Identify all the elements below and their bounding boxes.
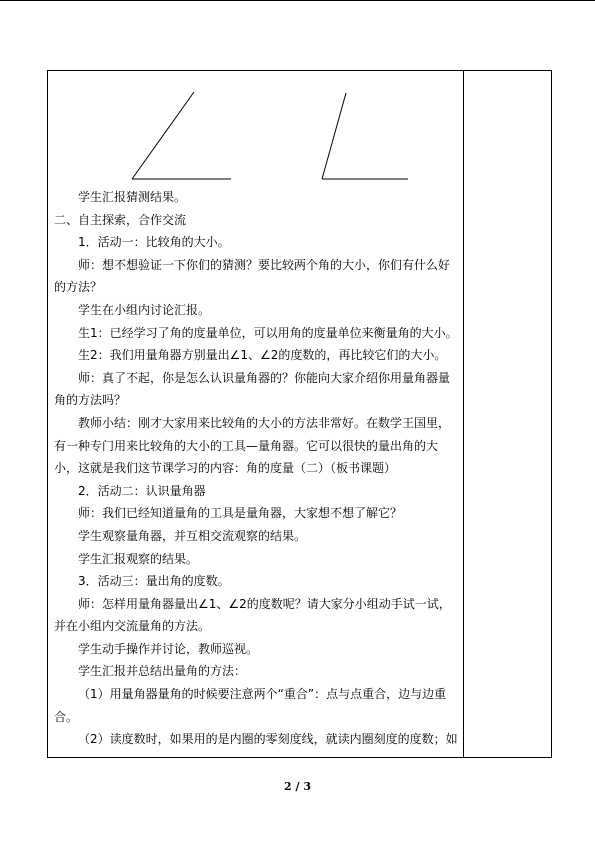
column-divider [463,71,464,757]
activity-heading: 2．活动二：认识量角器 [78,483,206,498]
activity-heading: 3．活动三：量出角的度数。 [78,574,230,589]
text-paragraph: 生2：我们用量角器方别量出∠1、∠2的度数的，再比较它们的大小。 [78,348,447,363]
activity-heading: 1．活动一：比较角的大小。 [78,235,230,250]
text-line: 学生汇报观察的结果。 [78,551,199,566]
text-paragraph: 师：想不想验证一下你们的猜测？要比较两个角的大小，你们有什么好的方法？ [54,257,451,295]
section-heading: 二、自主探索，合作交流 [54,212,187,227]
text-line: 学生汇报猜测结果。 [78,190,187,204]
text-paragraph: 生1：已经学习了角的度量单位，可以用角的度量单位来衡量角的大小。 [78,325,458,340]
text-line: 学生汇报并总结出量角的方法： [78,664,247,679]
text-paragraph: （1）用量角器量角的时候要注意两个“重合”：点与点重合，边与边重合。 [54,687,447,724]
angle-figures [48,71,463,191]
angle-1-figure [132,92,231,179]
text-line: 学生在小组内讨论汇报。 [78,302,211,317]
text-paragraph: 师：怎样用量角器量出∠1、∠2的度数呢？请大家分小组动手试一试，并在小组内交流量角的方法。 [54,596,451,634]
lesson-table [47,70,552,758]
page-top-rule [0,0,595,1]
text-line: （2）读度数时，如果用的是内圈的零刻度线，就读内圈刻度的度数；如 [78,732,458,747]
text-line: 师：我们已经知道量角的工具是量角器，大家想不想了解它？ [78,506,403,521]
page-number: 2 / 3 [284,780,311,793]
text-line: 学生观察量角器，并互相交流观察的结果。 [78,528,307,543]
angle-2-figure [322,93,408,179]
lesson-text [54,186,458,751]
text-paragraph: 教师小结：刚才大家用来比较角的大小的方法非常好。在数学王国里，有一种专门用来比较角的大小的工具—量角器。它可以很快的量出角的大小，这就是我们这节课学习的内容：角的度量（二）（板书课题） [54,415,451,476]
text-line: 学生动手操作并讨论，教师巡视。 [78,641,259,656]
text-paragraph: 师：真了不起，你是怎么认识量角器的？你能向大家介绍你用量角器量角的方法吗？ [54,370,451,408]
